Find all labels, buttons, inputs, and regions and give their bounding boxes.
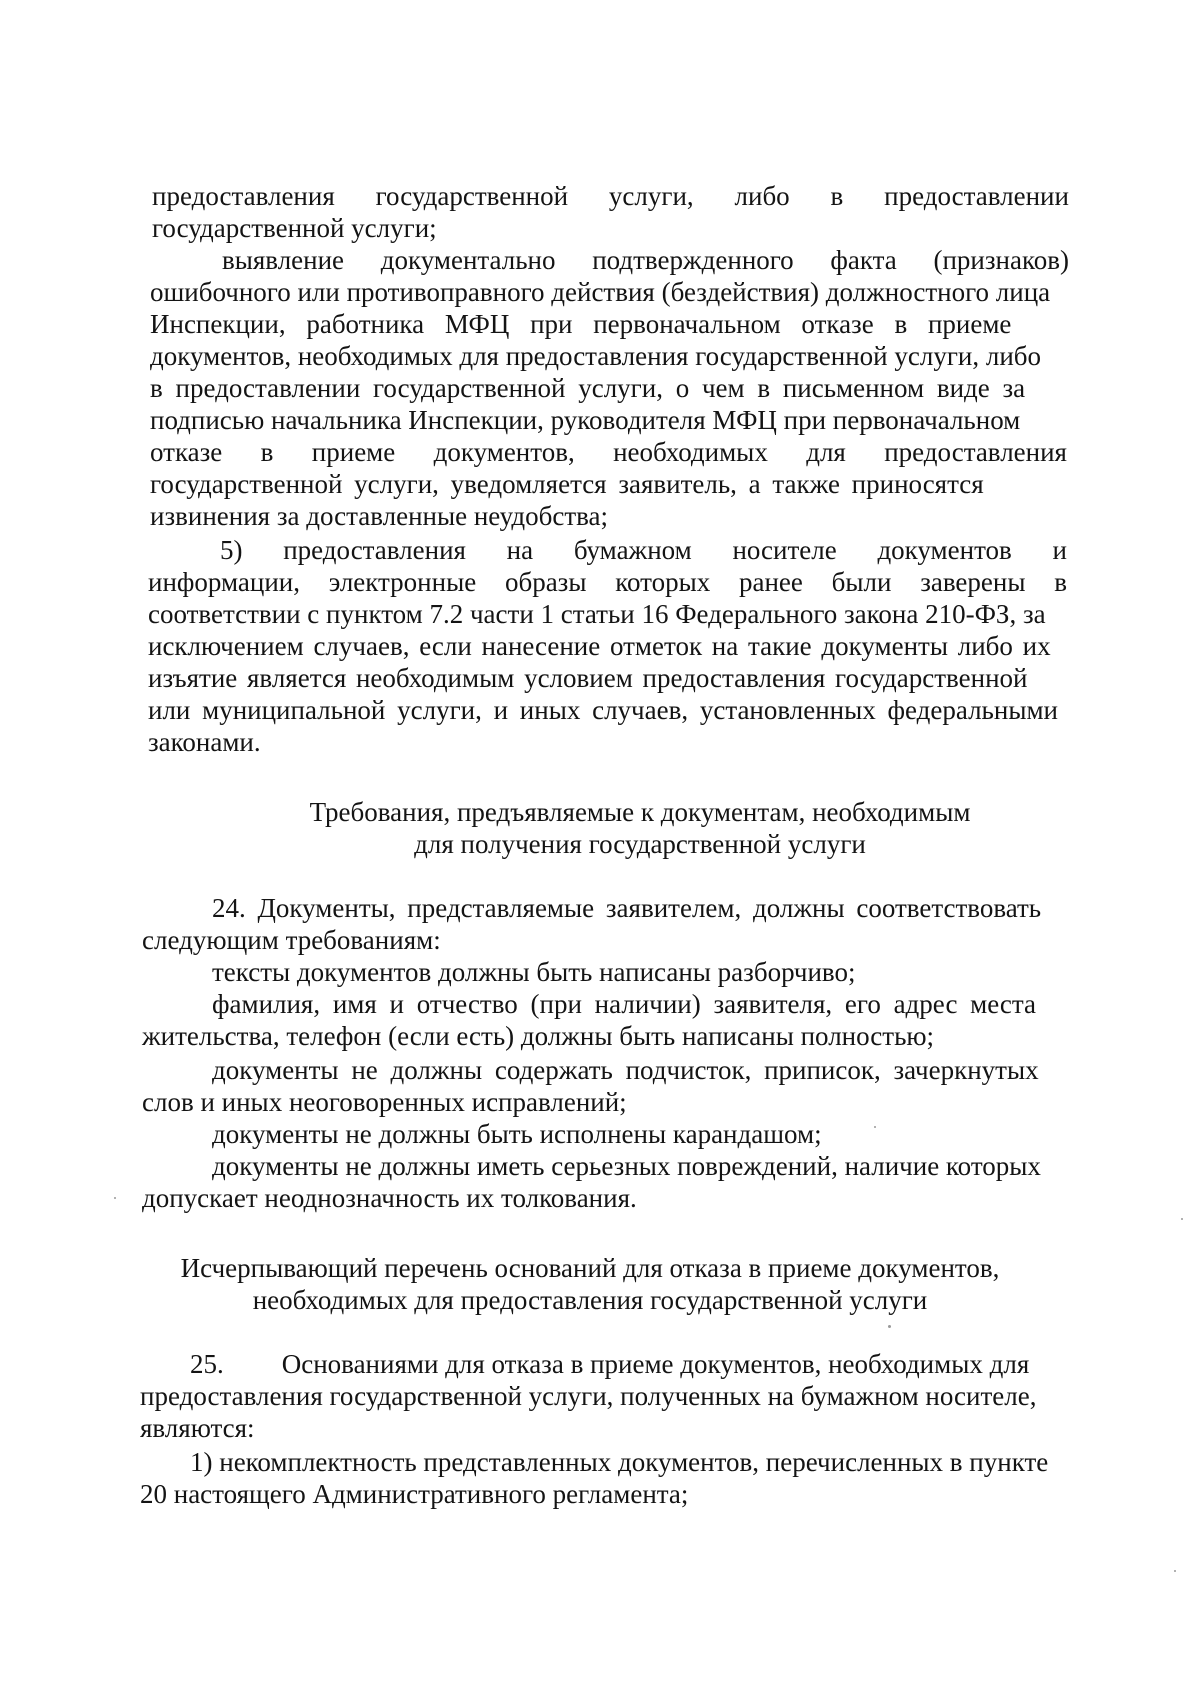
text-line (150, 436, 1067, 468)
word: электронные (328, 567, 477, 597)
word: документов, (433, 437, 575, 467)
word: отказе (150, 437, 223, 467)
word: предоставления (884, 437, 1067, 467)
text-line: допускает неоднозначность их толкования. (142, 1183, 637, 1213)
text-line: слов и иных неоговоренных исправлений; (142, 1087, 627, 1117)
text-line: 20 настоящего Административного регламента; (140, 1479, 689, 1509)
word: для (806, 437, 846, 467)
text-line: государственной услуги; (152, 213, 437, 243)
text-line: документы не должны иметь серьезных повреждений, наличие которых (212, 1151, 1041, 1181)
word: приеме (311, 437, 396, 467)
word: выявление (222, 245, 345, 275)
text-line: тексты документов должны быть написаны разборчиво; (212, 957, 856, 987)
section-heading: необходимых для предоставления государственной услуги (252, 1285, 928, 1315)
word: бумажном (573, 535, 692, 565)
word: образы (504, 567, 587, 597)
word: либо (734, 181, 790, 211)
text-line: документы не должны содержать подчисток, приписок, зачеркнутых (212, 1055, 1039, 1085)
text-line: подписью начальника Инспекции, руководителя МФЦ при первоначальном (150, 405, 1021, 435)
word: заверены (920, 567, 1026, 597)
word: документов (877, 535, 1012, 565)
text-line: извинения за доставленные неудобства; (150, 501, 609, 531)
text-line: следующим требованиям: (142, 925, 441, 955)
text-line (152, 180, 1069, 212)
scan-speck (874, 1126, 876, 1128)
word: государственной (375, 181, 569, 211)
text-line: законами. (148, 727, 261, 757)
text-line: Инспекции, работника МФЦ при первоначальном отказе в приеме (150, 309, 1012, 339)
word: информации, (148, 567, 300, 597)
word: в (260, 437, 274, 467)
text-line: являются: (140, 1413, 255, 1443)
word: подтвержденного (592, 245, 794, 275)
word: в (1054, 567, 1067, 597)
clause-number: 25. (190, 1349, 224, 1379)
word: предоставления (152, 181, 335, 211)
text-line: документы не должны быть исполнены карандашом; (212, 1119, 822, 1149)
text-line: или муниципальной услуги, и иных случаев, установленных федеральными (148, 695, 1058, 725)
text-line: изъятие является необходимым условием предоставления государственной (148, 663, 1028, 693)
section-heading: Требования, предъявляемые к документам, необходимым (309, 797, 971, 827)
text-line: жительства, телефон (если есть) должны быть написаны полностью; (142, 1021, 935, 1051)
word: документально (380, 245, 556, 275)
scan-speck (1181, 1218, 1183, 1220)
text-line: соответствии с пунктом 7.2 части 1 статьи 16 Федерального закона 210-ФЗ, за (148, 599, 1046, 629)
word: предоставлении (884, 181, 1069, 211)
word: услуги, (608, 181, 694, 211)
clause-text: Основаниями для отказа в приеме документов, необходимых для (281, 1349, 1030, 1379)
scan-speck (1174, 1570, 1176, 1572)
section-heading: для получения государственной услуги (414, 829, 866, 859)
word: факта (830, 245, 897, 275)
word: носителе (732, 535, 837, 565)
word: предоставления (283, 535, 466, 565)
word: необходимых (613, 437, 768, 467)
text-line: государственной услуги, уведомляется заявитель, а также приносятся (150, 469, 984, 499)
text-line: 1) некомплектность представленных документов, перечисленных в пункте (190, 1447, 1049, 1477)
word: и (1052, 535, 1067, 565)
text-line (148, 566, 1067, 598)
word: были (831, 567, 892, 597)
word: на (506, 535, 534, 565)
text-line: исключением случаев, если нанесение отметок на такие документы либо их (148, 631, 1051, 661)
text-line (220, 534, 1067, 566)
text-line (190, 1348, 1029, 1380)
text-line: предоставления государственной услуги, полученных на бумажном носителе, (140, 1381, 1037, 1411)
word: в (830, 181, 844, 211)
scan-speck (114, 1197, 116, 1199)
text-line: документов, необходимых для предоставления государственной услуги, либо (150, 341, 1042, 371)
text-line: 24. Документы, представляемые заявителем, должны соответствовать (212, 893, 1042, 923)
word: которых (615, 567, 711, 597)
text-line: фамилия, имя и отчество (при наличии) заявителя, его адрес места (212, 989, 1037, 1019)
text-line: ошибочного или противоправного действия (бездействия) должностного лица (150, 277, 1051, 307)
text-line: в предоставлении государственной услуги, о чем в письменном виде за (150, 373, 1026, 403)
section-heading: Исчерпывающий перечень оснований для отказа в приеме документов, (180, 1253, 1000, 1283)
word: 5) (220, 535, 243, 565)
word: ранее (738, 567, 803, 597)
text-line (222, 244, 1069, 276)
scan-speck (888, 1325, 891, 1328)
word: (признаков) (933, 245, 1069, 275)
